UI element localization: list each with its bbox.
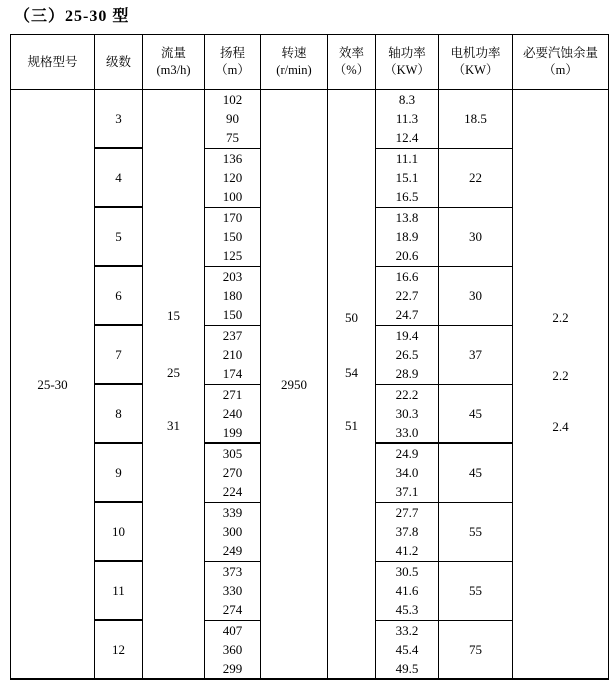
shaft-power-cell-value: 22.7 bbox=[395, 288, 419, 303]
head-cell-value: 136 bbox=[222, 151, 243, 166]
model-cell bbox=[11, 90, 95, 680]
shaft-power-cell-value: 11.1 bbox=[395, 151, 419, 166]
shaft-power-cell-value: 19.4 bbox=[395, 328, 419, 343]
header-row bbox=[11, 35, 609, 90]
motor-power-cell: 37 bbox=[439, 325, 513, 384]
head-cell-value: 170 bbox=[222, 210, 243, 225]
head-cell-value: 305 bbox=[222, 446, 243, 462]
stage-cell: 7 bbox=[95, 325, 143, 384]
motor-power-cell: 45 bbox=[439, 384, 513, 443]
flow-cell bbox=[143, 90, 205, 680]
shaft-power-cell-value: 37.8 bbox=[395, 524, 419, 539]
header-label: 效率 bbox=[338, 46, 364, 60]
efficiency-cell-value: 50 bbox=[345, 310, 358, 325]
shaft-power-cell-value: 26.5 bbox=[395, 347, 419, 362]
shaft-power-cell-value: 45.3 bbox=[395, 602, 419, 617]
header-unit: （%） bbox=[333, 63, 370, 77]
shaft-power-cell-value: 20.6 bbox=[395, 248, 419, 263]
shaft-power-cell-value: 27.7 bbox=[395, 505, 419, 520]
head-cell-value: 102 bbox=[222, 92, 243, 108]
shaft-power-cell-value: 41.2 bbox=[395, 543, 419, 558]
header-efficiency bbox=[328, 35, 376, 90]
head-cell-value: 150 bbox=[222, 229, 243, 244]
shaft-power-cell bbox=[376, 384, 439, 443]
head-cell-value: 125 bbox=[222, 248, 243, 263]
shaft-power-cell-value: 24.9 bbox=[395, 446, 419, 462]
shaft-power-cell-value: 34.0 bbox=[395, 465, 419, 481]
head-cell bbox=[205, 561, 261, 620]
table-body bbox=[11, 90, 609, 680]
head-cell bbox=[205, 90, 261, 149]
header-stages bbox=[95, 35, 143, 90]
head-cell-value: 330 bbox=[222, 583, 243, 598]
table-row bbox=[11, 90, 609, 149]
header-unit: （KW） bbox=[384, 63, 430, 77]
stage-cell: 8 bbox=[95, 384, 143, 443]
motor-power-cell: 45 bbox=[439, 443, 513, 502]
motor-power-cell: 18.5 bbox=[439, 90, 513, 149]
head-cell-value: 224 bbox=[222, 484, 243, 500]
shaft-power-cell bbox=[376, 266, 439, 325]
shaft-power-cell-value: 49.5 bbox=[395, 660, 419, 676]
stage-cell: 11 bbox=[95, 561, 143, 620]
head-cell-value: 360 bbox=[222, 641, 243, 657]
npsh-cell-value: 2.2 bbox=[552, 310, 569, 325]
header-shaft-power bbox=[376, 35, 439, 90]
shaft-power-cell-value: 45.4 bbox=[395, 641, 419, 657]
shaft-power-cell bbox=[376, 148, 439, 207]
page-title: （三）25-30 型 bbox=[14, 8, 130, 25]
header-label: 规格型号 bbox=[27, 54, 78, 69]
head-cell-value: 274 bbox=[222, 602, 243, 617]
npsh-cell-value: 2.4 bbox=[552, 419, 569, 434]
shaft-power-cell-value: 24.7 bbox=[395, 307, 419, 322]
shaft-power-cell-value: 11.3 bbox=[395, 111, 419, 127]
head-cell-value: 174 bbox=[222, 366, 243, 381]
head-cell bbox=[205, 325, 261, 384]
shaft-power-cell-value: 41.6 bbox=[395, 583, 419, 598]
shaft-power-cell-value: 33.0 bbox=[395, 424, 419, 440]
head-cell-value: 271 bbox=[222, 386, 243, 402]
head-cell-value: 210 bbox=[222, 347, 243, 362]
shaft-power-cell-value: 30.3 bbox=[395, 405, 419, 421]
shaft-power-cell-value: 8.3 bbox=[398, 92, 416, 108]
speed-cell bbox=[261, 90, 328, 680]
shaft-power-cell bbox=[376, 502, 439, 561]
header-unit: （m） bbox=[215, 63, 250, 77]
header-speed bbox=[261, 35, 328, 90]
head-cell-value: 300 bbox=[222, 524, 243, 539]
header-model bbox=[11, 35, 95, 90]
head-cell bbox=[205, 502, 261, 561]
header-head bbox=[205, 35, 261, 90]
shaft-power-cell bbox=[376, 443, 439, 502]
motor-power-cell: 75 bbox=[439, 620, 513, 679]
head-cell bbox=[205, 384, 261, 443]
head-cell-value: 180 bbox=[222, 288, 243, 303]
stage-cell: 9 bbox=[95, 443, 143, 502]
header-unit: (r/min) bbox=[276, 63, 312, 77]
shaft-power-cell-value: 16.6 bbox=[395, 269, 419, 284]
shaft-power-cell bbox=[376, 325, 439, 384]
head-cell-value: 199 bbox=[222, 424, 243, 440]
shaft-power-cell-value: 22.2 bbox=[395, 386, 419, 402]
motor-power-cell: 55 bbox=[439, 502, 513, 561]
shaft-power-cell bbox=[376, 207, 439, 266]
head-cell bbox=[205, 148, 261, 207]
head-cell-value: 75 bbox=[226, 130, 239, 146]
head-cell-value: 150 bbox=[222, 307, 243, 322]
stage-cell: 6 bbox=[95, 266, 143, 325]
header-motor-power bbox=[439, 35, 513, 90]
npsh-cell bbox=[513, 90, 609, 680]
head-cell-value: 90 bbox=[226, 111, 239, 127]
head-cell-value: 270 bbox=[222, 465, 243, 481]
efficiency-cell-value: 51 bbox=[345, 418, 358, 433]
motor-power-cell: 22 bbox=[439, 148, 513, 207]
stage-cell: 12 bbox=[95, 620, 143, 679]
header-label: 级数 bbox=[105, 54, 131, 69]
head-cell-value: 339 bbox=[222, 505, 243, 520]
shaft-power-cell-value: 18.9 bbox=[395, 229, 419, 244]
header-unit: (m3/h) bbox=[156, 63, 191, 77]
head-cell-value: 407 bbox=[222, 622, 243, 638]
head-cell bbox=[205, 207, 261, 266]
header-label: 电机功率 bbox=[450, 46, 501, 60]
shaft-power-cell-value: 37.1 bbox=[395, 484, 419, 500]
speed-value: 2950 bbox=[281, 376, 307, 392]
npsh-cell-value: 2.2 bbox=[552, 368, 569, 383]
header-label: 必要汽蚀余量 bbox=[522, 46, 598, 60]
shaft-power-cell-value: 33.2 bbox=[395, 622, 419, 638]
motor-power-cell: 30 bbox=[439, 266, 513, 325]
head-cell bbox=[205, 620, 261, 679]
header-label: 流量 bbox=[160, 46, 186, 60]
header-label: 扬程 bbox=[219, 46, 245, 60]
shaft-power-cell-value: 30.5 bbox=[395, 564, 419, 579]
head-cell bbox=[205, 443, 261, 502]
header-label: 轴功率 bbox=[388, 46, 426, 60]
head-cell-value: 237 bbox=[222, 328, 243, 343]
flow-cell-value: 25 bbox=[167, 365, 180, 380]
stage-cell: 5 bbox=[95, 207, 143, 266]
efficiency-cell bbox=[328, 90, 376, 680]
motor-power-cell: 30 bbox=[439, 207, 513, 266]
head-cell-value: 249 bbox=[222, 543, 243, 558]
shaft-power-cell bbox=[376, 561, 439, 620]
stage-cell: 4 bbox=[95, 148, 143, 207]
motor-power-cell: 55 bbox=[439, 561, 513, 620]
head-cell-value: 120 bbox=[222, 170, 243, 185]
table-header bbox=[11, 35, 609, 90]
head-cell-value: 203 bbox=[222, 269, 243, 284]
shaft-power-cell-value: 28.9 bbox=[395, 366, 419, 381]
header-npsh bbox=[513, 35, 609, 90]
pump-spec-table bbox=[10, 34, 609, 680]
head-cell-value: 100 bbox=[222, 189, 243, 204]
header-unit: （m） bbox=[543, 63, 578, 77]
header-flow bbox=[143, 35, 205, 90]
stage-cell: 3 bbox=[95, 90, 143, 149]
shaft-power-cell-value: 12.4 bbox=[395, 130, 419, 146]
shaft-power-cell-value: 16.5 bbox=[395, 189, 419, 204]
stage-cell: 10 bbox=[95, 502, 143, 561]
shaft-power-cell bbox=[376, 90, 439, 149]
head-cell-value: 240 bbox=[222, 405, 243, 421]
head-cell bbox=[205, 266, 261, 325]
shaft-power-cell-value: 13.8 bbox=[395, 210, 419, 225]
shaft-power-cell-value: 15.1 bbox=[395, 170, 419, 185]
head-cell-value: 373 bbox=[222, 564, 243, 579]
header-unit: （KW） bbox=[452, 63, 499, 77]
flow-cell-value: 31 bbox=[167, 418, 180, 433]
efficiency-cell-value: 54 bbox=[345, 365, 358, 380]
model-value: 25-30 bbox=[37, 376, 68, 392]
shaft-power-cell bbox=[376, 620, 439, 679]
head-cell-value: 299 bbox=[222, 660, 243, 676]
header-label: 转速 bbox=[281, 46, 307, 60]
flow-cell-value: 15 bbox=[167, 308, 180, 323]
